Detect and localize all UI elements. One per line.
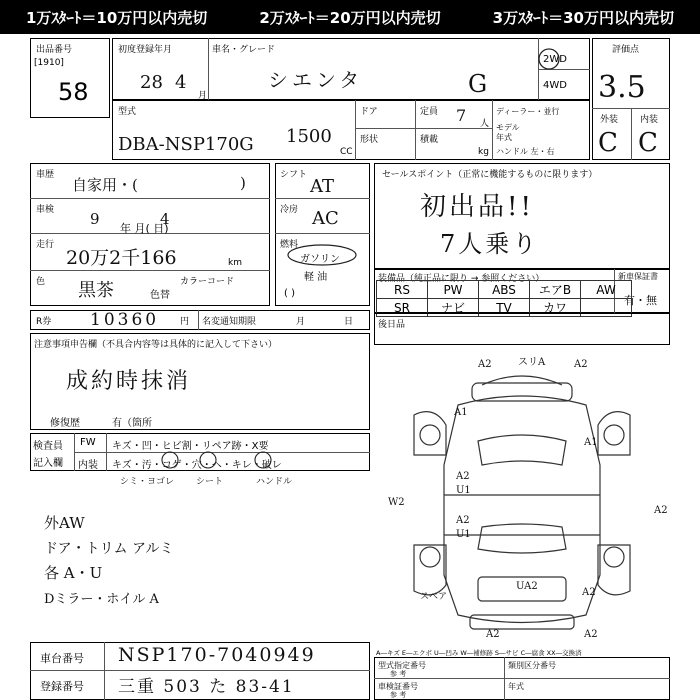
mileage-label: 走行	[36, 240, 55, 250]
recycle-box	[30, 310, 370, 330]
shift-label: シフト	[280, 170, 308, 180]
mark-bumper-left: A2	[486, 629, 500, 640]
equipment-item: RS	[377, 281, 428, 299]
fw-items: キズ・凹・ヒビ割・リペア跡・X要	[112, 441, 269, 452]
repair-label: 修復歴	[50, 418, 80, 429]
mark-front-center: スリA	[518, 357, 546, 368]
color-value: 黒茶	[78, 280, 114, 301]
interior-circle-marks	[156, 448, 286, 472]
under-note-3: ハンドル	[256, 477, 293, 487]
banner-item-3: 3万ｽﾀｰﾄ＝30万円以内売切	[492, 8, 674, 27]
mark-side-left: W2	[388, 497, 405, 508]
footer-row2-label: 車検証番号	[378, 682, 418, 691]
divider	[275, 198, 370, 199]
drive-2wd: 2WD	[543, 54, 567, 65]
lot-label: 出品番号	[36, 45, 73, 55]
handle-label: ハンドル 左・右	[496, 147, 555, 156]
mark-front-left: A2	[478, 359, 492, 370]
shift-value: AT	[310, 176, 335, 197]
history-value: 自家用・(	[72, 176, 138, 194]
fuel-gas: ガソリン	[300, 254, 340, 265]
first-reg-month: 4	[175, 72, 187, 93]
equipment-row	[377, 281, 632, 299]
note-line-3: 各 A・U	[44, 564, 103, 582]
under-note-2: シート	[196, 477, 224, 487]
drive-circle-mark	[536, 46, 562, 72]
ac-label: 冷房	[280, 205, 299, 215]
equipment-item: ABS	[479, 281, 530, 299]
fw-label: FW	[80, 437, 96, 448]
sales-line-2: 7人乗り	[440, 230, 540, 258]
interior-items: キズ・汚・コゲ・穴・へ・キレ・破レ	[112, 460, 282, 471]
divider	[504, 657, 505, 700]
spare-label: スペア	[420, 592, 448, 602]
note-line-2: ドア・トリム アルミ	[44, 541, 174, 557]
mark-side-right: A2	[654, 505, 668, 516]
notes-text: 成約時抹消	[66, 369, 192, 394]
divider	[275, 233, 370, 234]
mileage-value: 20万2千166	[66, 247, 177, 269]
equipment-item: TV	[479, 299, 530, 317]
registration-label: 登録番号	[40, 680, 84, 693]
equipment-item: AW	[581, 281, 632, 299]
type-label: 型式	[118, 107, 137, 117]
footer-row2-sub: 参 考	[390, 691, 407, 699]
mark-door-front-left: A2	[456, 471, 470, 482]
divider	[208, 38, 209, 100]
note-line-1: 外AW	[44, 514, 85, 532]
interior-check-label: 内装	[78, 460, 98, 471]
interior-grade: C	[638, 128, 658, 158]
displacement: 1500	[286, 126, 332, 147]
sales-line-1: 初出品!!	[420, 192, 534, 222]
recycle-amount: 10360	[90, 310, 160, 330]
color-label: 色	[36, 277, 46, 287]
exterior-label: 外装	[600, 115, 619, 125]
equipment-item: カワ	[530, 299, 581, 317]
fuel-light: 軽 油	[304, 272, 328, 283]
lot-number: 58	[58, 78, 89, 106]
repair-value: 有（箇所	[112, 418, 152, 429]
rating-value: 3.5	[598, 70, 646, 105]
inspection-units: 年 月( 日)	[120, 222, 169, 235]
mark-front-right: A2	[574, 359, 588, 370]
load-label: 積載	[420, 135, 439, 145]
under-note-1: シミ・ヨゴレ	[120, 477, 175, 487]
divider	[30, 670, 370, 671]
registration-value: 三重 503 た 83-41	[118, 677, 295, 697]
equipment-table	[376, 280, 632, 317]
cc-unit: CC	[340, 147, 353, 157]
fuel-circle-mark	[286, 243, 358, 267]
price-banner	[0, 0, 700, 34]
capacity-unit: 人	[480, 119, 490, 129]
footer-row2-right: 年式	[508, 682, 524, 691]
entry-label: 記入欄	[33, 458, 63, 469]
footer-row1-sub: 参 考	[390, 670, 407, 678]
fuel-paren: ( )	[284, 288, 295, 299]
recycle-yen: 円	[180, 317, 190, 327]
shape-label: 形状	[360, 135, 379, 145]
mark-fender-right: A1	[584, 437, 598, 448]
dealer-label: ディーラー・並行	[496, 107, 560, 116]
equipment-item: SR	[377, 299, 428, 317]
divider	[374, 678, 670, 679]
footer-row1-right: 類別区分番号	[508, 661, 556, 670]
first-reg-year: 28	[140, 72, 163, 93]
history-label: 車歴	[36, 170, 55, 180]
interior-label: 内装	[640, 115, 659, 125]
divider	[198, 310, 199, 330]
notice-label: 名変通知期限	[202, 317, 257, 327]
model-label: 車名・グレード	[212, 45, 276, 55]
divider	[355, 128, 492, 129]
inspection-label: 車検	[36, 205, 55, 215]
divider	[415, 100, 416, 160]
exterior-grade: C	[598, 128, 618, 158]
warranty-value: 有・無	[624, 294, 657, 307]
month-unit: 月	[198, 91, 208, 101]
divider	[492, 100, 493, 160]
equipment-label: 装備品（純正品に限り → 参照ください）	[378, 274, 545, 284]
divider	[631, 108, 632, 160]
fuel-label: 燃料	[280, 240, 299, 250]
divider	[30, 198, 270, 199]
mark-door-rear-left-u: U1	[456, 529, 471, 540]
inspection-year: 9	[90, 210, 100, 228]
repaint-label: 色替	[150, 290, 170, 301]
footer-row1-label: 型式指定番号	[378, 661, 426, 670]
chassis-value: NSP170-7040949	[118, 644, 316, 666]
divider	[104, 642, 105, 700]
lot-code: [1910]	[34, 58, 64, 68]
rating-label: 評価点	[612, 45, 640, 55]
diagram-legend: A―キズ E―エクボ U―凹み W―補修跡 S―サビ C―腐食 XX―交換済	[376, 649, 582, 657]
model-year-label-2: 年式	[496, 133, 512, 142]
note-line-4: Dミラー・ホイル A	[44, 592, 159, 607]
banner-item-2: 2万ｽﾀｰﾄ＝20万円以内売切	[259, 8, 441, 27]
notes-label: 注意事項申告欄（不具合内容等は具体的に記入して下さい）	[34, 340, 278, 350]
sales-label: セールスポイント（正常に機能するものに限ります）	[382, 170, 598, 180]
grade: G	[468, 70, 488, 98]
banner-item-1: 1万ｽﾀｰﾄ＝10万円以内売切	[26, 8, 208, 27]
mark-bumper-right: A2	[584, 629, 598, 640]
model-year-label-1: モデル	[496, 123, 520, 132]
divider	[30, 270, 270, 271]
mark-rear-right: A2	[582, 587, 596, 598]
inspector-label: 検査員	[33, 441, 63, 452]
mark-door-rear-left: A2	[456, 515, 470, 526]
later-box	[374, 313, 670, 345]
mark-door-front-left-u: U1	[456, 485, 471, 496]
equipment-item: PW	[428, 281, 479, 299]
mark-hood-left: A1	[454, 407, 468, 418]
notice-day: 日	[344, 317, 354, 327]
recycle-label: R券	[36, 317, 52, 327]
mark-rear-center: UA2	[516, 581, 538, 592]
car-damage-diagram	[374, 345, 670, 645]
notice-month: 月	[296, 317, 306, 327]
capacity-value: 7	[456, 106, 467, 125]
ac-value: AC	[312, 208, 339, 229]
door-label: ドア	[360, 107, 378, 117]
drive-4wd: 4WD	[543, 80, 567, 91]
divider	[355, 100, 356, 160]
later-label: 後日品	[378, 320, 406, 330]
inspection-month: 4	[160, 210, 170, 228]
model-name: シエンタ	[268, 68, 364, 92]
km-unit: km	[228, 258, 242, 268]
colorcode-label: カラーコード	[180, 277, 235, 287]
chassis-label: 車台番号	[40, 652, 84, 665]
equipment-item: エアB	[530, 281, 581, 299]
kg-unit: kg	[478, 147, 489, 157]
first-reg-label: 初度登録年月	[118, 45, 173, 55]
equipment-item: ナビ	[428, 299, 479, 317]
history-close: )	[240, 174, 246, 192]
type-value: DBA-NSP170G	[118, 134, 254, 155]
warranty-label: 新車保証書	[618, 272, 658, 281]
capacity-label: 定員	[420, 107, 439, 117]
